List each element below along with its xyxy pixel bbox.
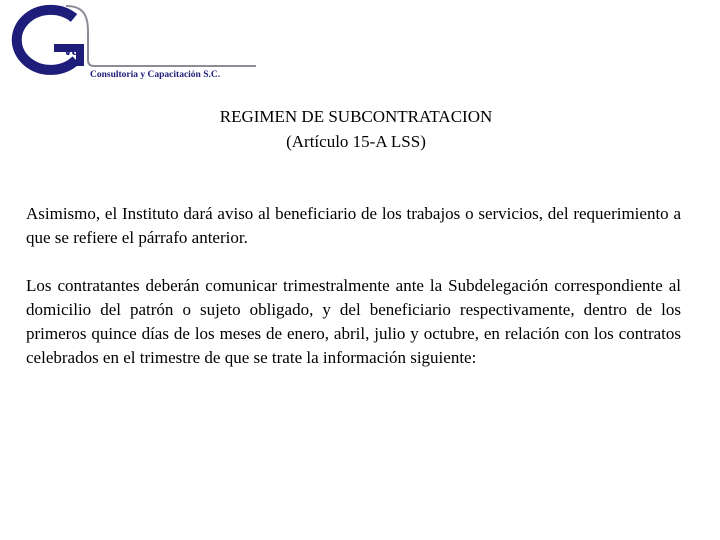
logo-g-arc: [17, 10, 76, 70]
paragraph-2: Los contratantes deberán comunicar trimestralmente ante la Subdelegación correspondiente al domicilio del patrón o sujeto obligado, y del beneficiario respectivamente, dentro de los primeros quince días de los meses de enero, abril, julio y octubre, en relación con los contratos celebrados en el trimestre de que se trate la información siguiente:: [26, 276, 681, 367]
heading-subtitle: (Artículo 15-A LSS): [286, 132, 426, 151]
document-heading: [0, 104, 712, 154]
logo-initials: va: [64, 42, 80, 58]
paragraph-1: Asimismo, el Instituto dará aviso al beneficiario de los trabajos o servicios, del requerimiento a que se refiere el párrafo anterior.: [26, 204, 681, 247]
company-logo: [4, 2, 260, 86]
heading-title: REGIMEN DE SUBCONTRATACION: [219, 107, 493, 126]
logo-underline: [66, 6, 256, 66]
logo-company-name: Consultoria y Capacitación S.C.: [90, 70, 221, 80]
